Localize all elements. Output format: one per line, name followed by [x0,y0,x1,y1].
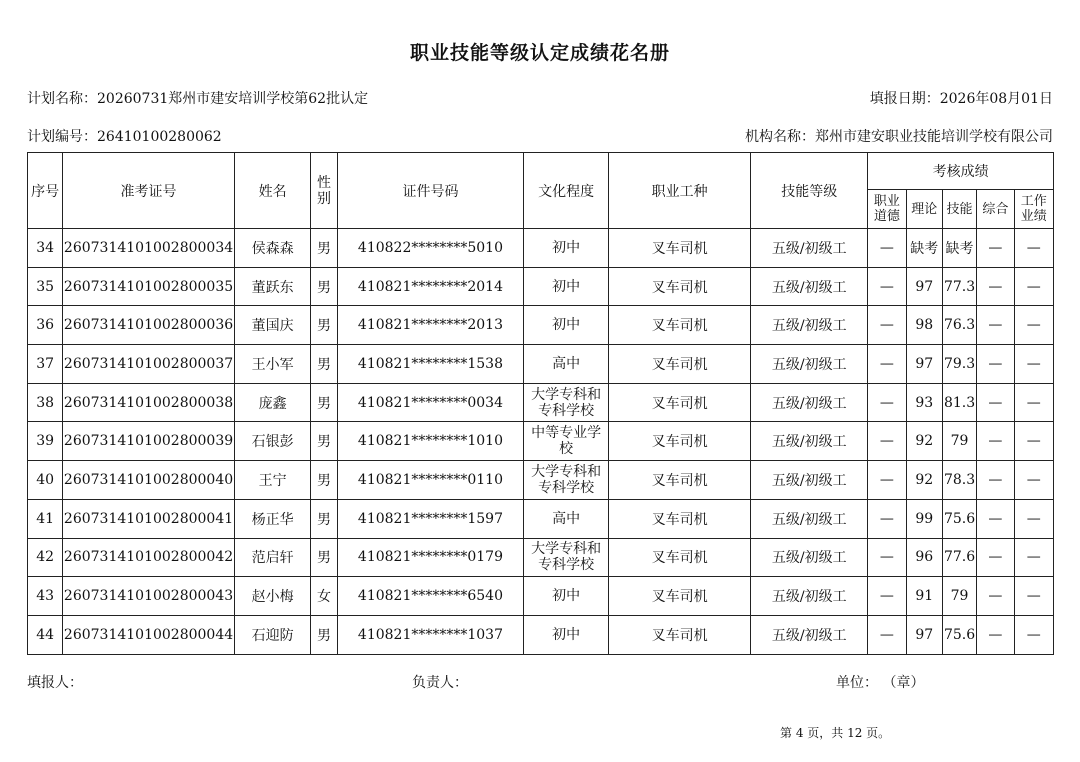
cell-gender: 女 [311,577,337,616]
cell-work-performance: — [1014,345,1053,384]
cell-id-number: 410821********1010 [337,422,524,461]
header-comprehensive: 综合 [977,190,1014,229]
cell-skill: 75.6 [942,499,976,538]
cell-skill: 79 [942,422,976,461]
table-row [28,577,1054,616]
cell-work-performance: — [1014,229,1053,268]
cell-exam-number: 2607314101002800037 [63,345,234,384]
cell-gender: 男 [311,267,337,306]
cell-skill-level: 五级/初级工 [751,499,868,538]
cell-skill: 79.3 [942,345,976,384]
cell-education: 初中 [524,229,609,268]
cell-id-number: 410821********0034 [337,383,524,422]
table-row [28,615,1054,654]
cell-skill: 78.3 [942,461,976,500]
cell-name: 杨正华 [234,499,311,538]
cell-skill: 81.3 [942,383,976,422]
cell-id-number: 410822********5010 [337,229,524,268]
cell-skill: 79 [942,577,976,616]
cell-id-number: 410821********1538 [337,345,524,384]
cell-gender: 男 [311,538,337,577]
cell-ethics: — [868,229,906,268]
cell-gender: 男 [311,383,337,422]
plan-name-line [27,88,368,108]
cell-name: 石银彭 [234,422,311,461]
cell-name: 范启轩 [234,538,311,577]
cell-skill-level: 五级/初级工 [751,229,868,268]
cell-skill: 缺考 [942,229,976,268]
cell-ethics: — [868,345,906,384]
cell-theory: 92 [906,422,942,461]
cell-occupation: 叉车司机 [609,422,751,461]
header-work-performance: 工作业绩 [1014,190,1053,229]
cell-skill-level: 五级/初级工 [751,461,868,500]
cell-work-performance: — [1014,306,1053,345]
cell-ethics: — [868,267,906,306]
cell-work-performance: — [1014,615,1053,654]
cell-comprehensive: — [977,461,1014,500]
cell-exam-number: 2607314101002800039 [63,422,234,461]
cell-id-number: 410821********0179 [337,538,524,577]
cell-seq: 34 [28,229,63,268]
cell-seq: 36 [28,306,63,345]
cell-name: 庞鑫 [234,383,311,422]
cell-exam-number: 2607314101002800035 [63,267,234,306]
cell-occupation: 叉车司机 [609,538,751,577]
cell-seq: 37 [28,345,63,384]
cell-comprehensive: — [977,229,1014,268]
cell-name: 侯森森 [234,229,311,268]
cell-gender: 男 [311,499,337,538]
cell-occupation: 叉车司机 [609,229,751,268]
cell-comprehensive: — [977,383,1014,422]
cell-seq: 42 [28,538,63,577]
cell-seq: 40 [28,461,63,500]
cell-exam-number: 2607314101002800038 [63,383,234,422]
plan-number-label: 计划编号： [27,129,97,145]
filler-signature-label: 填报人： [27,675,83,691]
cell-work-performance: — [1014,499,1053,538]
plan-number-line [27,126,222,146]
cell-skill: 76.3 [942,306,976,345]
organization-label: 机构名称： [745,129,815,145]
fill-date-value: 2026年08月01日 [939,91,1053,107]
cell-occupation: 叉车司机 [609,383,751,422]
cell-theory: 97 [906,345,942,384]
table-row [28,422,1054,461]
cell-name: 王小军 [234,345,311,384]
manager-signature-label: 负责人： [412,675,468,691]
cell-education: 初中 [524,306,609,345]
cell-theory: 97 [906,615,942,654]
cell-occupation: 叉车司机 [609,615,751,654]
cell-education: 初中 [524,267,609,306]
cell-gender: 男 [311,229,337,268]
cell-gender: 男 [311,615,337,654]
cell-id-number: 410821********0110 [337,461,524,500]
cell-skill: 75.6 [942,615,976,654]
cell-education: 初中 [524,577,609,616]
cell-comprehensive: — [977,422,1014,461]
cell-gender: 男 [311,345,337,384]
header-exam-number: 准考证号 [63,153,234,229]
cell-ethics: — [868,306,906,345]
cell-skill-level: 五级/初级工 [751,577,868,616]
cell-ethics: — [868,577,906,616]
cell-work-performance: — [1014,383,1053,422]
cell-seq: 44 [28,615,63,654]
cell-seq: 35 [28,267,63,306]
cell-occupation: 叉车司机 [609,306,751,345]
header-education: 文化程度 [524,153,609,229]
table-row [28,383,1054,422]
cell-skill-level: 五级/初级工 [751,345,868,384]
cell-skill-level: 五级/初级工 [751,383,868,422]
cell-skill-level: 五级/初级工 [751,267,868,306]
cell-id-number: 410821********2013 [337,306,524,345]
cell-exam-number: 2607314101002800043 [63,577,234,616]
cell-id-number: 410821********2014 [337,267,524,306]
table-row [28,499,1054,538]
cell-skill: 77.6 [942,538,976,577]
cell-name: 董跃东 [234,267,311,306]
cell-occupation: 叉车司机 [609,577,751,616]
cell-education: 高中 [524,345,609,384]
cell-theory: 92 [906,461,942,500]
cell-work-performance: — [1014,267,1053,306]
cell-work-performance: — [1014,422,1053,461]
header-occupation: 职业工种 [609,153,751,229]
cell-skill-level: 五级/初级工 [751,538,868,577]
cell-name: 赵小梅 [234,577,311,616]
header-skill-level: 技能等级 [751,153,868,229]
organization-line [745,126,1053,146]
cell-theory: 91 [906,577,942,616]
cell-comprehensive: — [977,345,1014,384]
fill-date-line [870,88,1053,108]
cell-comprehensive: — [977,499,1014,538]
cell-gender: 男 [311,306,337,345]
plan-name-value: 20260731郑州市建安培训学校第62批认定 [97,91,369,107]
cell-occupation: 叉车司机 [609,461,751,500]
cell-skill-level: 五级/初级工 [751,306,868,345]
header-assessment-scores: 考核成绩 [868,153,1054,190]
cell-skill-level: 五级/初级工 [751,615,868,654]
cell-ethics: — [868,461,906,500]
cell-comprehensive: — [977,267,1014,306]
cell-id-number: 410821********6540 [337,577,524,616]
cell-exam-number: 2607314101002800040 [63,461,234,500]
cell-education: 中等专业学校 [524,422,609,461]
header-gender: 性别 [311,153,337,229]
table-row [28,229,1054,268]
cell-occupation: 叉车司机 [609,267,751,306]
cell-name: 石迎防 [234,615,311,654]
cell-theory: 96 [906,538,942,577]
cell-theory: 缺考 [906,229,942,268]
cell-seq: 41 [28,499,63,538]
cell-education: 大学专科和专科学校 [524,383,609,422]
cell-comprehensive: — [977,577,1014,616]
cell-id-number: 410821********1597 [337,499,524,538]
cell-comprehensive: — [977,615,1014,654]
cell-seq: 38 [28,383,63,422]
cell-exam-number: 2607314101002800034 [63,229,234,268]
cell-id-number: 410821********1037 [337,615,524,654]
header-id-number: 证件号码 [337,153,524,229]
table-row [28,345,1054,384]
header-seq: 序号 [28,153,63,229]
cell-theory: 97 [906,267,942,306]
cell-exam-number: 2607314101002800036 [63,306,234,345]
header-theory: 理论 [906,190,942,229]
cell-work-performance: — [1014,461,1053,500]
cell-comprehensive: — [977,306,1014,345]
page-indicator: 第 4 页，共 12 页。 [780,726,891,740]
plan-name-label: 计划名称： [27,91,97,107]
cell-skill-level: 五级/初级工 [751,422,868,461]
fill-date-label: 填报日期： [869,91,940,107]
cell-comprehensive: — [977,538,1014,577]
cell-theory: 99 [906,499,942,538]
cell-gender: 男 [311,461,337,500]
table-row [28,461,1054,500]
cell-skill: 77.3 [942,267,976,306]
table-row [28,267,1054,306]
header-skill: 技能 [942,190,976,229]
cell-seq: 39 [28,422,63,461]
cell-ethics: — [868,615,906,654]
cell-ethics: — [868,538,906,577]
cell-education: 大学专科和专科学校 [524,538,609,577]
document-title: 职业技能等级认定成绩花名册 [409,42,670,64]
cell-work-performance: — [1014,538,1053,577]
cell-occupation: 叉车司机 [609,499,751,538]
cell-gender: 男 [311,422,337,461]
cell-theory: 93 [906,383,942,422]
table-row [28,306,1054,345]
cell-exam-number: 2607314101002800044 [63,615,234,654]
cell-education: 初中 [524,615,609,654]
score-roster-table [27,152,1054,655]
table-row [28,538,1054,577]
header-ethics: 职业道德 [868,190,906,229]
cell-education: 高中 [524,499,609,538]
cell-ethics: — [868,499,906,538]
cell-ethics: — [868,383,906,422]
cell-occupation: 叉车司机 [609,345,751,384]
unit-seal-label: 单位： （章） [836,675,925,691]
cell-ethics: — [868,422,906,461]
cell-education: 大学专科和专科学校 [524,461,609,500]
cell-name: 董国庆 [234,306,311,345]
cell-exam-number: 2607314101002800042 [63,538,234,577]
organization-value: 郑州市建安职业技能培训学校有限公司 [815,129,1053,145]
cell-work-performance: — [1014,577,1053,616]
cell-seq: 43 [28,577,63,616]
cell-exam-number: 2607314101002800041 [63,499,234,538]
cell-name: 王宁 [234,461,311,500]
cell-theory: 98 [906,306,942,345]
plan-number-value: 26410100280062 [97,129,222,145]
header-name: 姓名 [234,153,311,229]
